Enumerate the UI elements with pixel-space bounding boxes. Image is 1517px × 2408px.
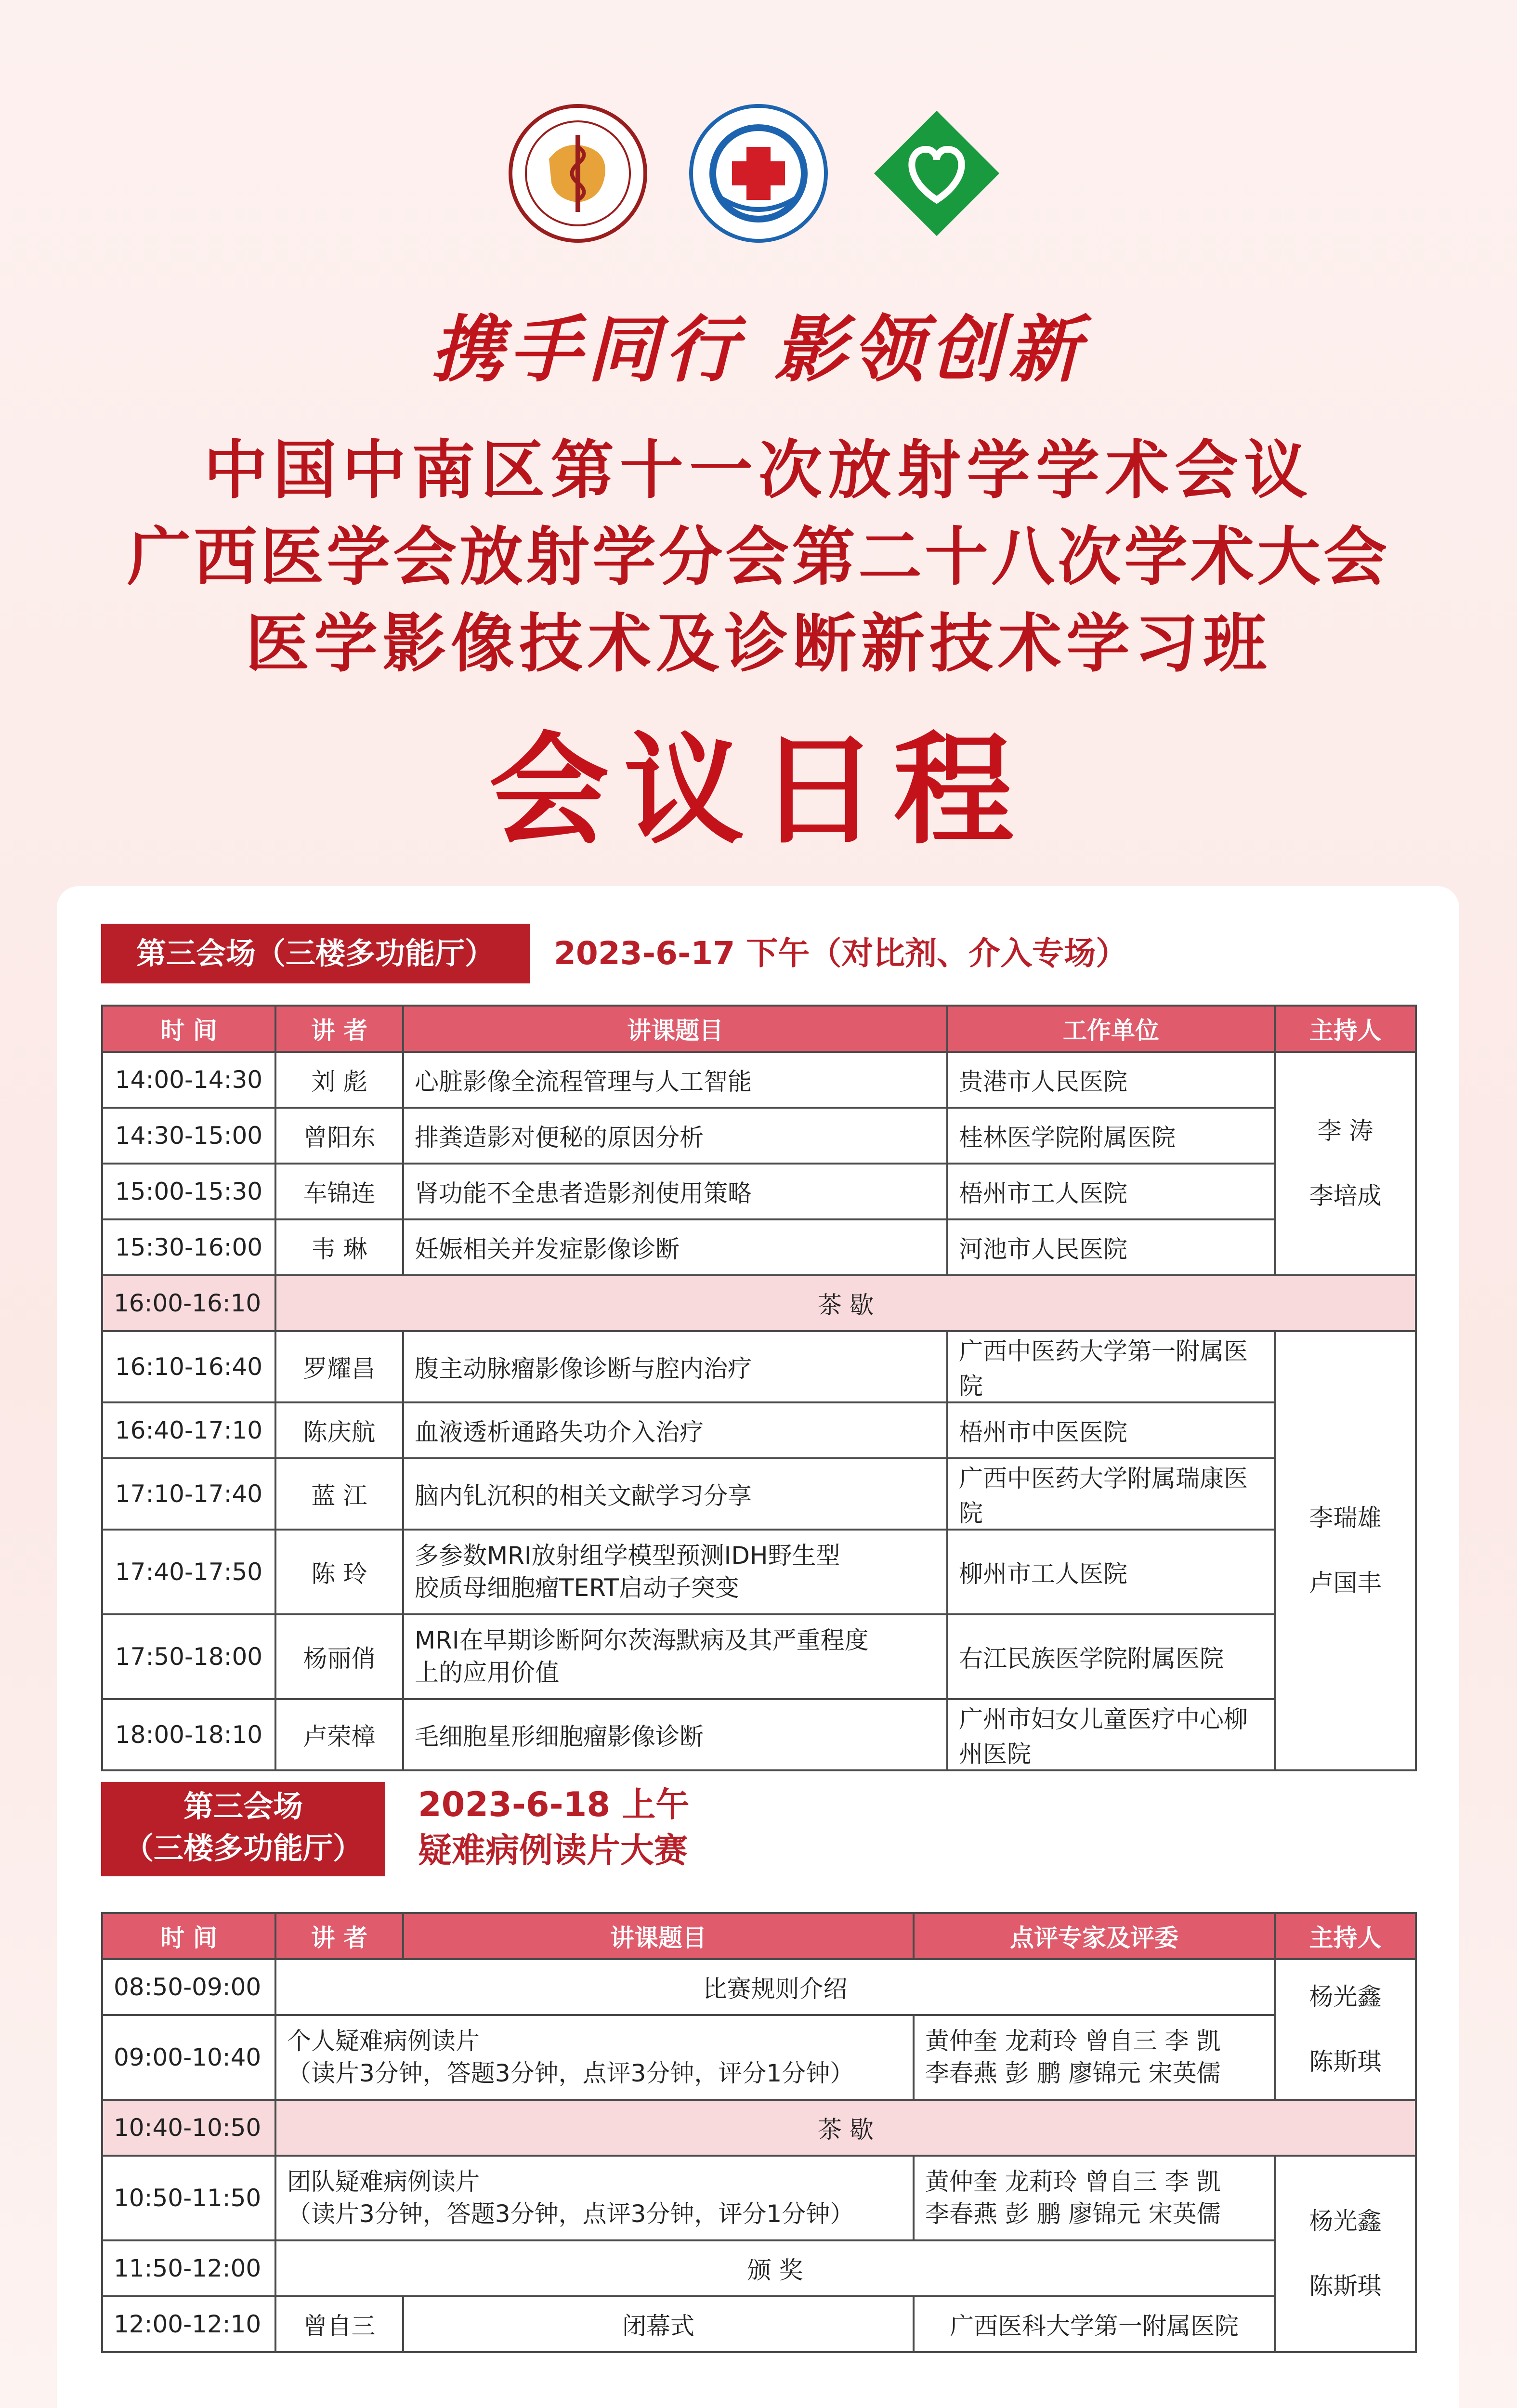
cell-time: 17:10-17:40 [102,1458,275,1530]
host-name: 李瑞雄 [1309,1504,1382,1532]
content-line: （读片3分钟，答题3分钟，点评3分钟，评分1分钟） [287,2200,854,2228]
cell-time: 08:50-09:00 [102,1959,275,2015]
cell-content [275,2015,914,2100]
cell-speaker: 曾阳东 [275,1108,403,1164]
table-row [102,1458,1416,1530]
cell-content: 颁 奖 [275,2240,1275,2296]
table-row [102,2296,1416,2352]
cell-topic: 闭幕式 [403,2296,914,2352]
cell-speaker: 卢荣樟 [275,1699,403,1770]
cell-topic: 妊娠相关并发症影像诊断 [403,1219,947,1275]
header-time: 时 间 [102,1913,275,1959]
title-line-3: 医学影像技术及诊断新技术学习班 [246,606,1271,681]
cell-time: 17:40-17:50 [102,1530,275,1614]
cell-unit: 梧州市中医医院 [947,1402,1275,1458]
session1-venue-tag: 第三会场（三楼多功能厅） [101,924,530,983]
cell-time: 11:50-12:00 [102,2240,275,2296]
break-label: 茶 歇 [275,1275,1416,1331]
cell-unit: 桂林医学院附属医院 [947,1108,1275,1164]
break-row [102,1275,1416,1331]
cell-speaker: 陈 玲 [275,1530,403,1614]
judges-line: 黄仲奎 龙莉玲 曾自三 李 凯 [925,2167,1221,2196]
venue-line: （三楼多功能厅） [123,1830,363,1866]
page-title: 会议日程 [489,719,1028,861]
header-topic: 讲课题目 [403,1913,914,1959]
cell-topic: 排粪造影对便秘的原因分析 [403,1108,947,1164]
cell-time: 17:50-18:00 [102,1614,275,1699]
cell-judges [914,2156,1275,2240]
host-name: 杨光鑫 [1309,2207,1382,2235]
break-row [102,2100,1416,2156]
header-judges: 点评专家及评委 [914,1913,1275,1959]
host-name: 陈斯琪 [1309,2272,1382,2300]
table-row [102,2015,1416,2100]
table-header-row [102,1913,1416,1959]
table-row [102,1699,1416,1770]
host-name: 卢国丰 [1309,1569,1382,1597]
host-name: 李 涛 [1317,1117,1373,1145]
date-line: 疑难病例读片大赛 [418,1831,688,1871]
judges-line: 黄仲奎 龙莉玲 曾自三 李 凯 [925,2027,1221,2055]
cell-unit: 河池市人民医院 [947,1219,1275,1275]
header-host: 主持人 [1275,1006,1416,1052]
table-row [102,2240,1416,2296]
cell-unit: 贵港市人民医院 [947,1052,1275,1108]
cell-topic: 毛细胞星形细胞瘤影像诊断 [403,1699,947,1770]
slogan: 携手同行 影领创新 [431,307,1086,392]
cell-content [275,2156,914,2240]
title-line-1: 中国中南区第十一次放射学学术会议 [204,433,1313,508]
cell-topic: 心脏影像全流程管理与人工智能 [403,1052,947,1108]
cell-topic: 血液透析通路失功介入治疗 [403,1402,947,1458]
cell-speaker: 曾自三 [275,2296,403,2352]
cell-unit: 广西中医药大学附属瑞康医院 [947,1458,1275,1530]
cell-time: 10:50-11:50 [102,2156,275,2240]
session1-date-title: 2023-6-17 下午（对比剂、介入专场） [554,935,1128,972]
cell-hosts [1275,1331,1416,1770]
session2-table [101,1912,1417,2353]
cell-topic: 肾功能不全患者造影剂使用策略 [403,1164,947,1219]
break-label: 茶 歇 [275,2100,1416,2156]
cell-time: 15:00-15:30 [102,1164,275,1219]
cell-unit: 广西中医药大学第一附属医院 [947,1331,1275,1402]
cell-topic: 脑内钆沉积的相关文献学习分享 [403,1458,947,1530]
topic-line: 多参数MRI放射组学模型预测IDH野生型 [415,1541,840,1570]
cell-hosts [1275,2156,1416,2352]
table-header-row [102,1006,1416,1052]
cell-time: 12:00-12:10 [102,2296,275,2352]
date-line: 2023-6-18 上午 [418,1785,690,1824]
hospital-logo [686,101,831,246]
cell-time: 14:30-15:00 [102,1108,275,1164]
table-row [102,1164,1416,1219]
cell-unit: 柳州市工人医院 [947,1530,1275,1614]
cell-unit: 右江民族医学院附属医院 [947,1614,1275,1699]
cell-judges [914,2015,1275,2100]
venue-line: 第三会场 [183,1789,303,1824]
header-time: 时 间 [102,1006,275,1052]
judges-line: 李春燕 彭 鹏 廖锦元 宋英儒 [925,2200,1221,2228]
cell-hosts [1275,1959,1416,2100]
table-row [102,1530,1416,1614]
cell-time: 18:00-18:10 [102,1699,275,1770]
logo-row [0,101,1517,246]
topic-line: 胶质母细胞瘤TERT启动子突变 [415,1574,739,1602]
cell-speaker: 蓝 江 [275,1458,403,1530]
cell-topic: 腹主动脉瘤影像诊断与腔内治疗 [403,1331,947,1402]
cell-content: 比赛规则介绍 [275,1959,1275,2015]
host-name: 李培成 [1309,1182,1382,1210]
cell-unit: 梧州市工人医院 [947,1164,1275,1219]
cell-speaker: 陈庆航 [275,1402,403,1458]
cell-speaker: 杨丽俏 [275,1614,403,1699]
header-topic: 讲课题目 [403,1006,947,1052]
table-row [102,1052,1416,1108]
table-row [102,1108,1416,1164]
cell-time: 16:10-16:40 [102,1331,275,1402]
content-line: 个人疑难病例读片 [287,2027,480,2055]
table-row [102,2156,1416,2240]
header-unit: 工作单位 [947,1006,1275,1052]
cell-time: 15:30-16:00 [102,1219,275,1275]
judges-line: 李春燕 彭 鹏 廖锦元 宋英儒 [925,2059,1221,2087]
table-row [102,1402,1416,1458]
topic-line: 上的应用价值 [415,1659,559,1687]
cell-unit: 广州市妇女儿童医疗中心柳州医院 [947,1699,1275,1770]
host-name: 杨光鑫 [1309,1983,1382,2011]
cell-time: 10:40-10:50 [102,2100,275,2156]
heart-logo [864,101,1009,246]
cell-time: 16:00-16:10 [102,1275,275,1331]
header-speaker: 讲 者 [275,1913,403,1959]
cell-time: 16:40-17:10 [102,1402,275,1458]
cell-speaker: 刘 彪 [275,1052,403,1108]
table-row [102,1331,1416,1402]
table-row [102,1219,1416,1275]
cell-topic [403,1614,947,1699]
session2-venue-tag [101,1782,385,1876]
cell-hosts [1275,1052,1416,1275]
session1-table [101,1005,1417,1771]
host-name: 陈斯琪 [1309,2048,1382,2076]
title-line-2: 广西医学会放射学分会第二十八次学术大会 [127,520,1390,594]
cell-topic [403,1530,947,1614]
session2-date-title [418,1782,689,1873]
cell-time: 14:00-14:30 [102,1052,275,1108]
header-speaker: 讲 者 [275,1006,403,1052]
cell-speaker: 罗耀昌 [275,1331,403,1402]
cell-speaker: 韦 琳 [275,1219,403,1275]
medical-association-logo [506,101,650,246]
table-row [102,1959,1416,2015]
content-line: （读片3分钟，答题3分钟，点评3分钟，评分1分钟） [287,2059,854,2087]
topic-line: MRI在早期诊断阿尔茨海默病及其严重程度 [415,1626,869,1654]
table-row [102,1614,1416,1699]
cell-time: 09:00-10:40 [102,2015,275,2100]
cell-speaker: 车锦连 [275,1164,403,1219]
content-line: 团队疑难病例读片 [287,2167,480,2196]
cell-unit: 广西医科大学第一附属医院 [914,2296,1275,2352]
header-host: 主持人 [1275,1913,1416,1959]
